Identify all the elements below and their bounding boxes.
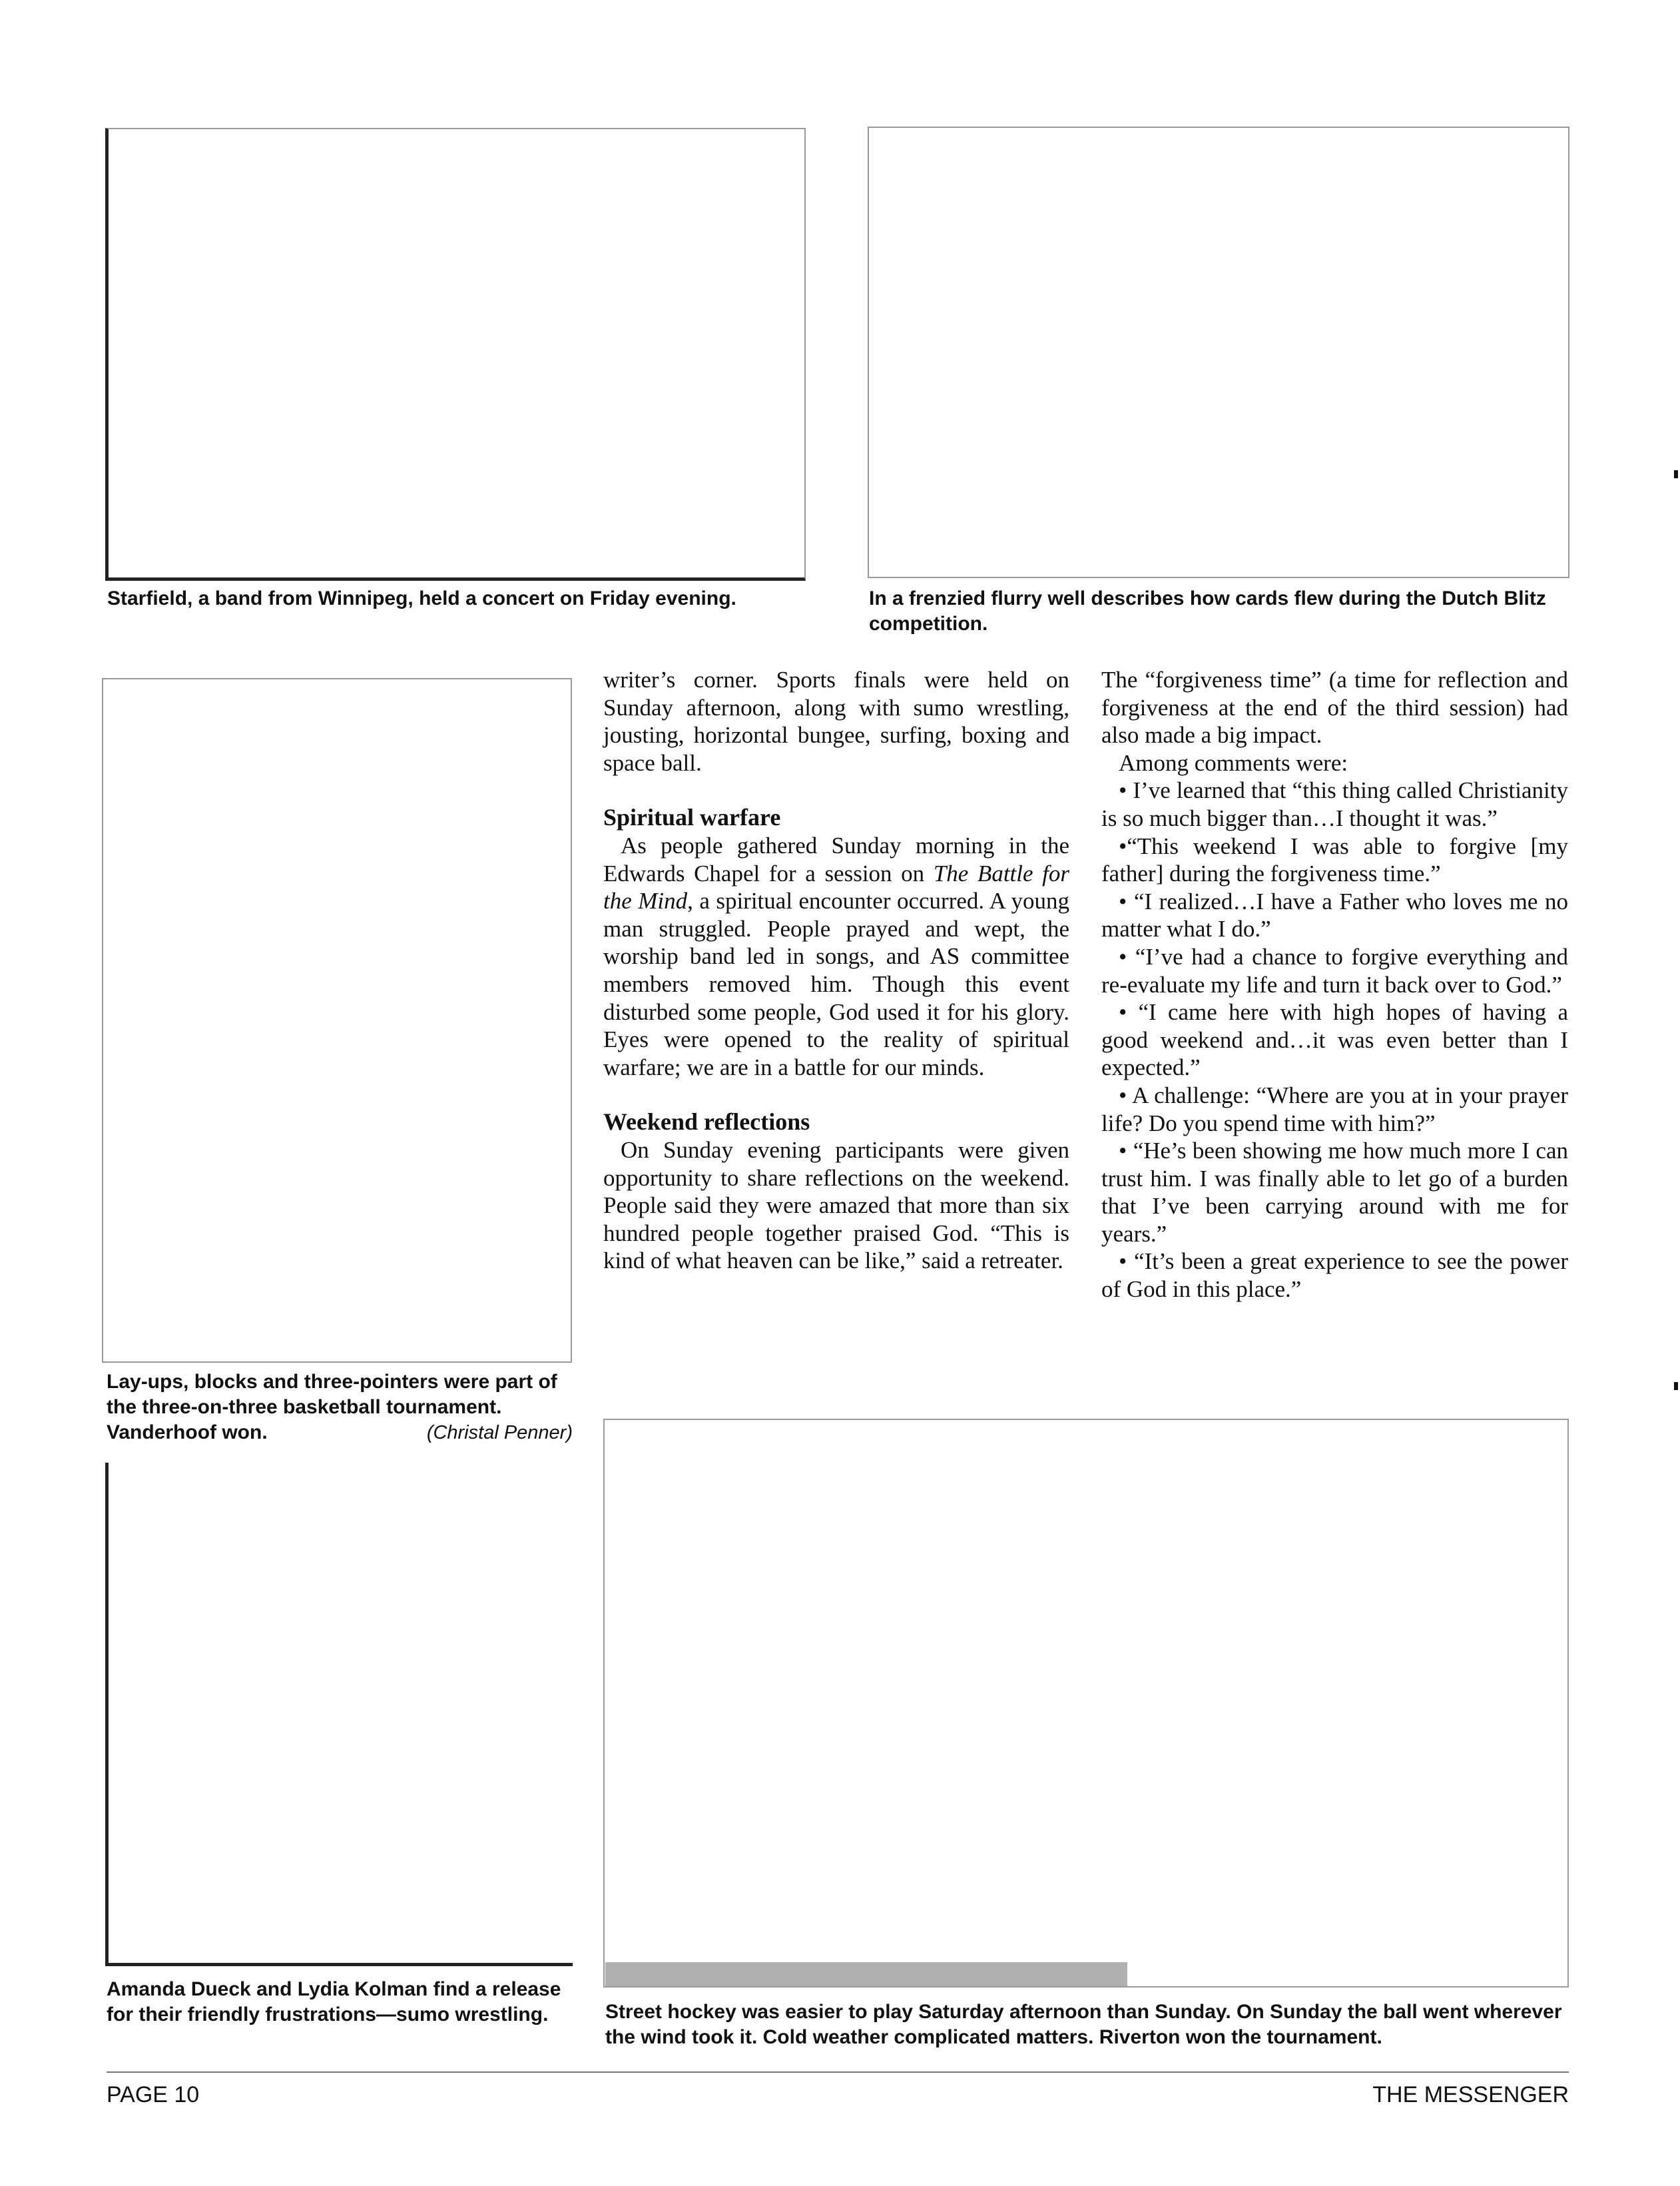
heading-weekend-reflections: Weekend reflections xyxy=(603,1108,810,1136)
caption-basketball xyxy=(107,1369,573,1445)
caption-dutch-blitz: In a frenzied flurry well describes how cards flew during the Dutch Blitz competition. xyxy=(869,587,1546,635)
photo-credit: (Christal Penner) xyxy=(426,1422,573,1443)
footer-rule xyxy=(107,2071,1569,2073)
caption-sumo: Amanda Dueck and Lydia Kolman find a release for their friendly frustrations—sumo wrestling. xyxy=(107,1978,561,2025)
comment-item: • “I’ve had a chance to forgive everything and re-evaluate my life and turn it back over to God.” xyxy=(1101,943,1568,998)
photo-starfield xyxy=(105,128,806,581)
paragraph-forgiveness: The “forgiveness time” (a time for reflection and forgiveness at the end of the third session) had also made a big impact. xyxy=(1101,667,1568,749)
photo-street-hockey xyxy=(603,1419,1569,1988)
page-number: PAGE 10 xyxy=(107,2082,200,2107)
book-title: The Battle for the Mind xyxy=(603,860,1069,914)
comment-item: • “I came here with high hopes of having a good weekend and…it was even better than I expected.” xyxy=(1101,999,1568,1081)
edge-mark xyxy=(1674,470,1678,478)
photo-dutch-blitz xyxy=(868,127,1569,578)
caption-basketball-text: Lay-ups, blocks and three-pointers were part of the three-on-three basketball tournament. Vanderhoof won. xyxy=(107,1371,557,1443)
comments-lead: Among comments were: xyxy=(1119,749,1348,776)
article-column-1 xyxy=(603,666,1069,1275)
edge-mark xyxy=(1674,1382,1678,1390)
heading-spiritual-warfare: Spiritual warfare xyxy=(603,804,781,831)
article-intro: writer’s corner. Sports finals were held on Sunday afternoon, along with sumo wrestling, jousting, horizontal bungee, surfing, boxing and space ball. xyxy=(603,667,1069,776)
publication-name: THE MESSENGER xyxy=(1372,2082,1569,2107)
caption-starfield: Starfield, a band from Winnipeg, held a concert on Friday evening. xyxy=(107,587,736,609)
caption-street-hockey: Street hockey was easier to play Saturday afternoon than Sunday. On Sunday the ball went wherever the wind took it. Cold weather complicated matters. Riverton won the tournament. xyxy=(605,2001,1562,2048)
photo-basketball xyxy=(102,678,572,1363)
paragraph-spiritual-warfare: As people gathered Sunday morning in the Edwards Chapel for a session on The Battle for the Mind, a spiritual encounter occurred. A young man struggled. People prayed and wept, the worship band led in songs, and AS committee members removed him. Though this event disturbed some people, God used it for his glory. Eyes were opened to the reality of spiritual warfare; we are in a battle for our minds. xyxy=(603,832,1069,1080)
paragraph-weekend-reflections: On Sunday evening participants were given opportunity to share reflections on the weekend. People said they were amazed that more than six hundred people together praised God. “This is kind of what heaven can be like,” said a retreater. xyxy=(603,1136,1069,1274)
comment-item: •“This weekend I was able to forgive [my father] during the forgiveness time.” xyxy=(1101,833,1568,887)
comment-item: • I’ve learned that “this thing called Christianity is so much bigger than…I thought it was.” xyxy=(1101,777,1568,831)
comment-item: • “It’s been a great experience to see the power of God in this place.” xyxy=(1101,1248,1568,1303)
page-edge xyxy=(1665,0,1680,2186)
photo-sumo xyxy=(105,1463,573,1966)
comment-item: • A challenge: “Where are you at in your prayer life? Do you spend time with him?” xyxy=(1101,1082,1568,1136)
comment-item: • “I realized…I have a Father who loves me no matter what I do.” xyxy=(1101,888,1568,942)
article-column-2 xyxy=(1101,666,1568,1303)
photo-strip xyxy=(605,1962,1127,1986)
comment-item: • “He’s been showing me how much more I can trust him. I was finally able to let go of a burden that I’ve been carrying around with me for years.” xyxy=(1101,1138,1568,1247)
